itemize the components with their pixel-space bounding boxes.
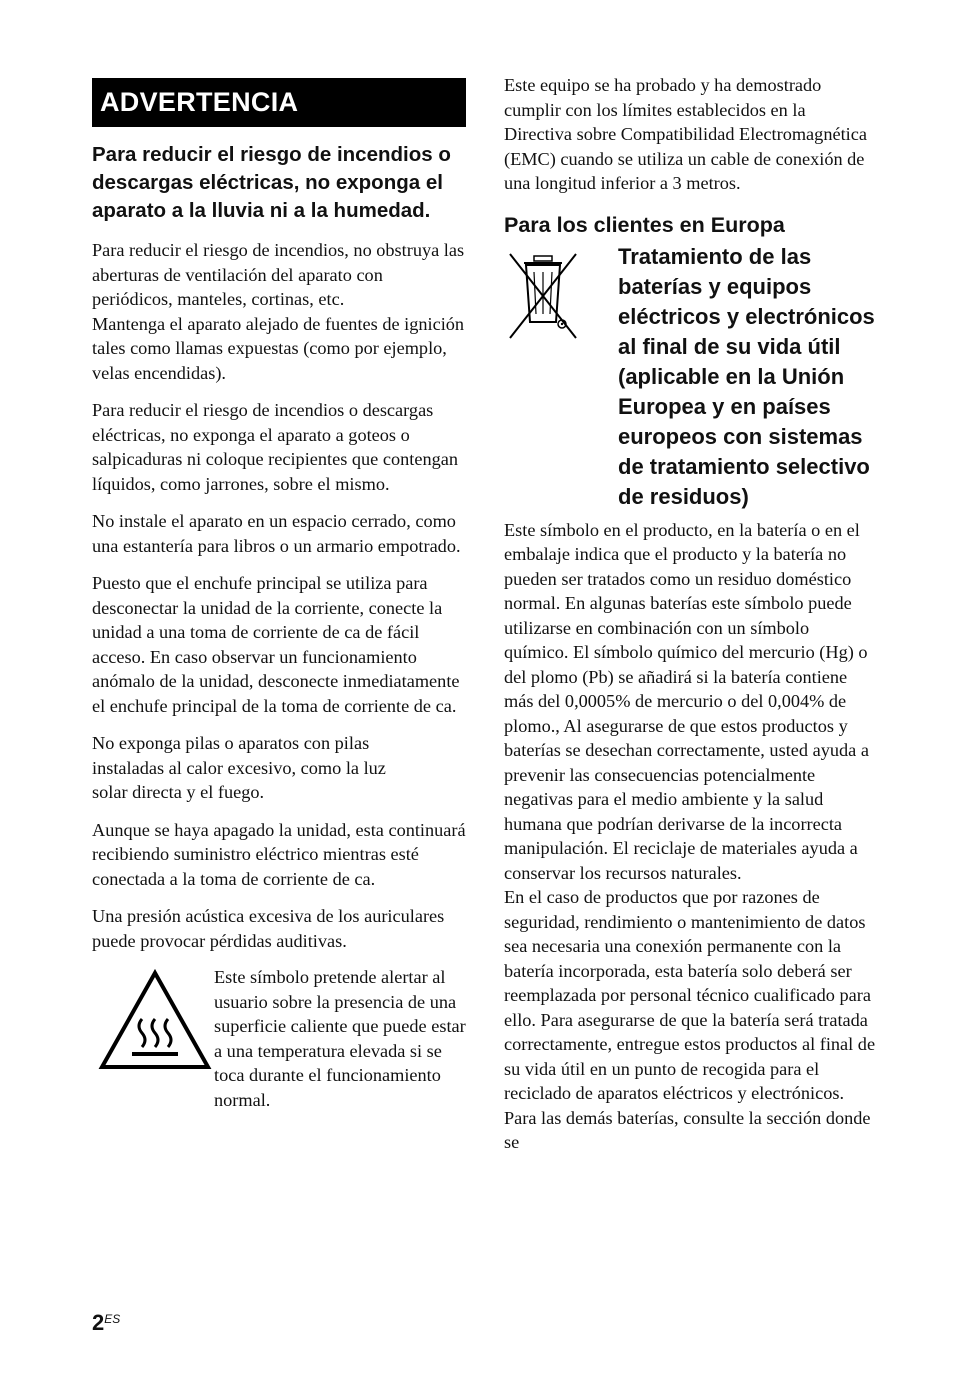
paragraph-liquids: Para reducir el riesgo de incendios o descargas eléctricas, no exponga el aparato a goteos o salpicaduras ni coloque recipientes que contengan líquidos, como jarrones, sobre el mismo. xyxy=(92,400,458,494)
hot-surface-warning-icon xyxy=(96,967,214,1077)
paragraph-weee-symbol: Este símbolo en el producto, en la batería o en el embalaje indica que el producto y la batería no pueden ser tratados como un residuo doméstico normal. En algunas baterías este símbolo puede utilizarse en combinación con un símbolo químico. El símbolo químico del mercurio (Hg) o del plomo (Pb) se añadirá si la batería contiene más del 0,0005% de mercurio o del 0,004% de plomo., Al asegurarse de que estos productos y baterías se desechan correctamente, usted ayuda a prevenir las consecuencias potencialmente negativas para el medio ambiente y la salud humana que podrían derivarse de la incorrecta manipulación. El reciclaje de materiales ayuda a conservar los recursos naturales. xyxy=(504,519,869,883)
paragraph-mains-plug: Puesto que el enchufe principal se utiliza para desconectar la unidad de la corriente, conecte la unidad a una toma de corriente de ca de fácil acceso. En caso observar un funcionamiento anómalo de la unidad, desconecte inmediatamente el enchufe principal de la toma de corriente de ca. xyxy=(92,573,460,716)
hot-surface-text: Este símbolo pretende alertar al usuario sobre la presencia de una superficie caliente que puede estar a una temperatura elevada si se toca durante el funcionamiento normal. xyxy=(214,967,466,1110)
hot-surface-block xyxy=(92,965,466,1112)
section-title-europe: Para los clientes en Europa xyxy=(504,212,785,237)
page-number xyxy=(92,1310,120,1336)
paragraph-emc: Este equipo se ha probado y ha demostrado cumplir con los límites establecidos en la Directiva sobre Compatibilidad Electromagnética (EMC) cuando se utiliza un cable de conexión de una longitud inferior a 3 metros. xyxy=(504,75,867,193)
paragraph-enclosed-space: No instale el aparato en un espacio cerrado, como una estantería para libros o un armario empotrado. xyxy=(92,511,461,556)
crossed-bin-icon xyxy=(504,248,582,344)
weee-heading-block xyxy=(504,242,876,512)
right-column xyxy=(504,73,876,1155)
warning-lead: Para reducir el riesgo de incendios o descargas eléctricas, no exponga el aparato a la lluvia ni a la humedad. xyxy=(92,143,451,222)
paragraph-hearing-loss: Una presión acústica excesiva de los auriculares puede provocar pérdidas auditivas. xyxy=(92,906,445,951)
weee-title: Tratamiento de las baterías y equipos eléctricos y electrónicos al final de su vida útil (aplicable en la Unión Europea y en países europeos con sistemas de tratamiento selectivo de residuos) xyxy=(618,243,875,509)
page-language-suffix: ES xyxy=(104,1312,121,1326)
paragraph-weee-battery: En el caso de productos que por razones de seguridad, rendimiento o mantenimiento de datos sea necesaria una conexión permanente con la batería incorporada, esta batería solo deberá ser reemplazada por personal técnico cualificado para ello. Para asegurarse de que la batería será tratada correctamente, entregue estos productos al final de su vida útil en un punto de recogida para el reciclado de aparatos eléctricos y electrónicos. Para las demás baterías, consulte la sección donde se xyxy=(504,887,876,1152)
paragraph-ventilation: Para reducir el riesgo de incendios, no obstruya las aberturas de ventilación del aparato con periódicos, manteles, cortinas, etc. xyxy=(92,240,465,309)
paragraph-batteries-heat: No exponga pilas o aparatos con pilas instaladas al calor excesivo, como la luz solar directa y el fuego. xyxy=(92,733,386,802)
paragraph-standby-power: Aunque se haya apagado la unidad, esta continuará recibiendo suministro eléctrico mientras esté conectada a la toma de corriente de ca. xyxy=(92,819,466,889)
page-number-value: 2 xyxy=(92,1310,105,1335)
warning-title: ADVERTENCIA xyxy=(92,78,466,127)
left-column xyxy=(92,78,466,1112)
paragraph-ignition: Mantenga el aparato alejado de fuentes de ignición tales como llamas expuestas (como por ejemplo, velas encendidas). xyxy=(92,313,465,383)
